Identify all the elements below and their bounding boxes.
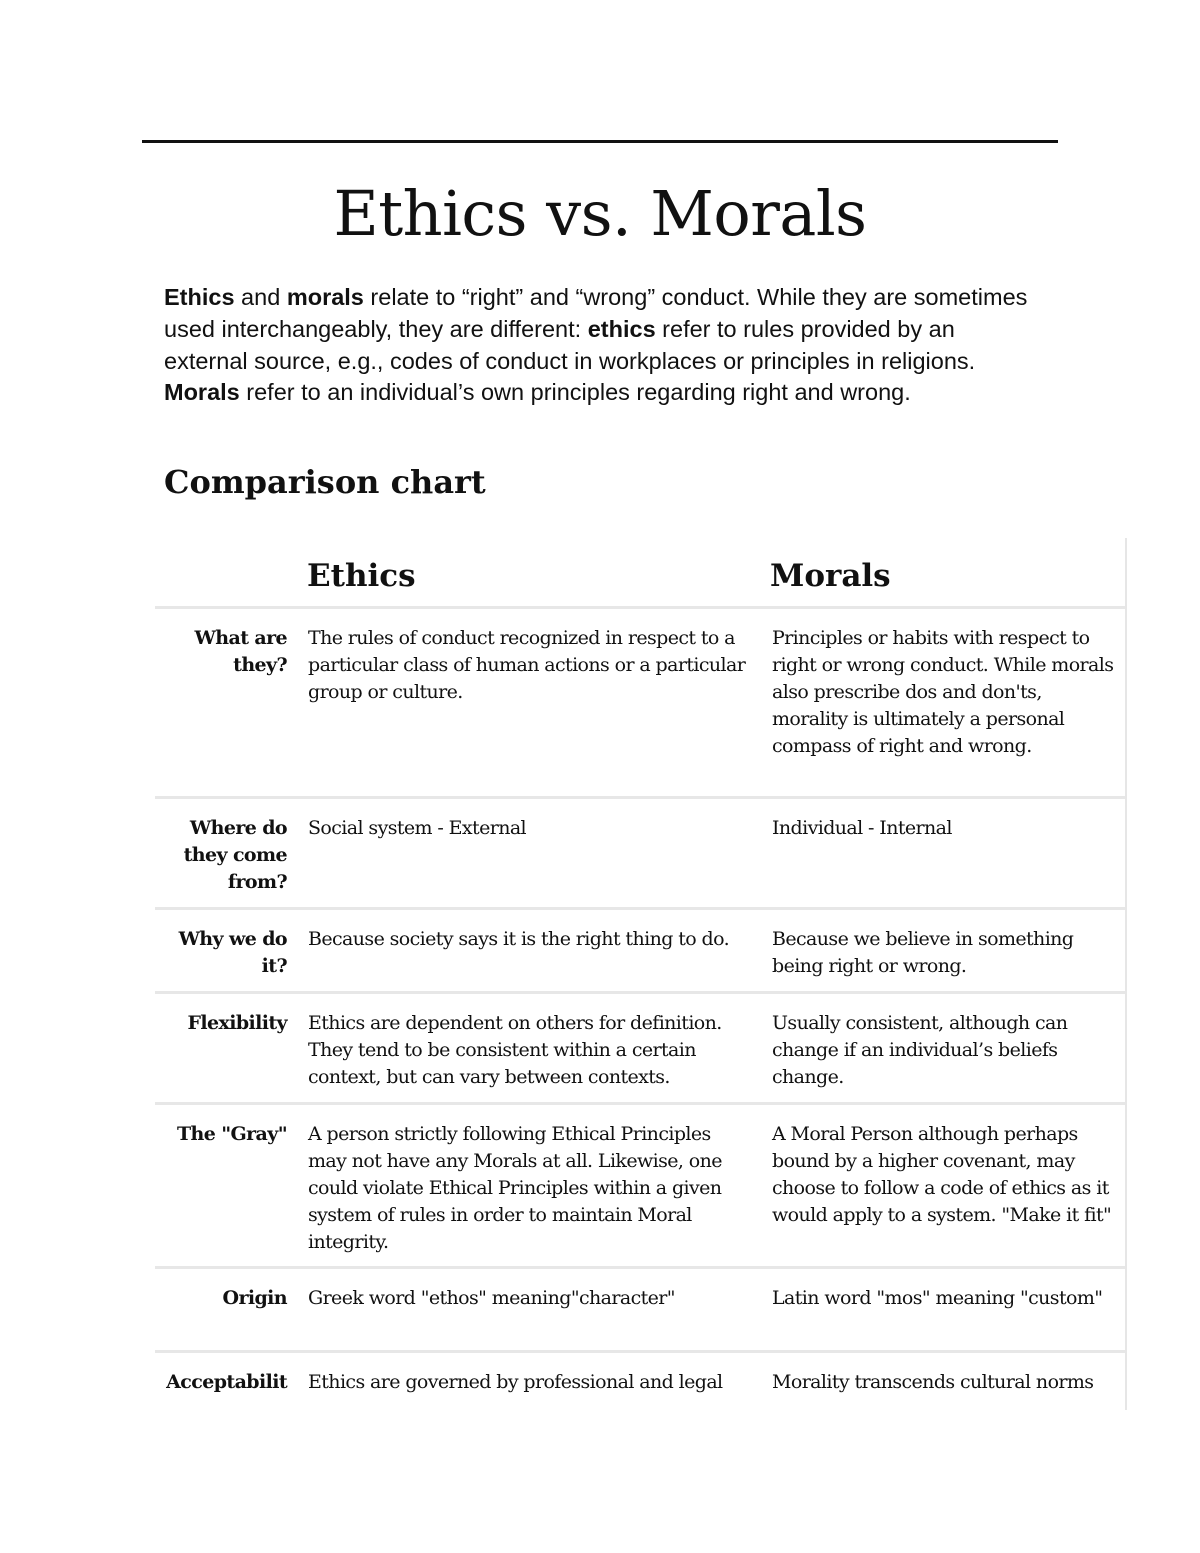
- table-row: [155, 991, 1125, 1102]
- ethics-cell: Ethics are dependent on others for definition. They tend to be consistent within a certain context, but can vary between contexts.: [308, 1012, 722, 1088]
- row-label: Acceptabilit: [166, 1371, 287, 1393]
- ethics-cell: Social system - External: [308, 817, 527, 839]
- morals-cell: A Moral Person although perhaps bound by a higher covenant, may choose to follow a code of ethics as it would apply to a system. "Make it fit": [772, 1123, 1112, 1226]
- intro-text-1: and: [234, 284, 287, 310]
- morals-cell: Individual - Internal: [772, 817, 952, 839]
- row-label: Origin: [222, 1287, 287, 1309]
- intro-bold-morals: morals: [286, 284, 364, 310]
- table-row: [155, 1102, 1125, 1266]
- row-label: What are they?: [194, 627, 287, 676]
- intro-bold-morals-2: Morals: [164, 379, 240, 406]
- table-row: [155, 796, 1125, 907]
- table-row: [155, 1266, 1125, 1350]
- ethics-cell: Because society says it is the right thing to do.: [308, 928, 730, 950]
- morals-cell: Morality transcends cultural norms: [772, 1371, 1094, 1393]
- intro-bold-ethics: Ethics: [164, 284, 235, 310]
- top-horizontal-rule: [142, 140, 1058, 143]
- intro-paragraph: [164, 282, 1044, 409]
- table-row: [155, 606, 1125, 796]
- row-label: Where do they come from?: [183, 817, 287, 893]
- morals-cell: Latin word "mos" meaning "custom": [772, 1287, 1103, 1309]
- comparison-table: [155, 538, 1127, 1410]
- comparison-heading: Comparison chart: [164, 463, 486, 501]
- column-header-ethics: Ethics: [307, 558, 416, 594]
- ethics-cell: Ethics are governed by professional and legal: [308, 1371, 723, 1393]
- ethics-cell: The rules of conduct recognized in respect to a particular class of human actions or a particular group or culture.: [308, 627, 746, 703]
- intro-text-4: refer to an individual’s own principles regarding right and wrong.: [239, 379, 911, 406]
- row-label: The "Gray": [176, 1123, 287, 1145]
- row-label: Flexibility: [187, 1012, 287, 1034]
- table-row: [155, 907, 1125, 991]
- table-row: [155, 1350, 1125, 1410]
- morals-cell: Principles or habits with respect to right or wrong conduct. While morals also prescribe dos and don'ts, morality is ultimately a personal compass of right and wrong.: [772, 627, 1114, 757]
- morals-cell: Usually consistent, although can change if an individual’s beliefs change.: [772, 1012, 1068, 1088]
- intro-text-2: relate to “right” and “wrong” conduct. While they are sometimes used interchangeably, they are different:: [164, 284, 1028, 342]
- ethics-cell: A person strictly following Ethical Principles may not have any Morals at all. Likewise, one could violate Ethical Principles within a given system of rules in order to maintain Moral integrity.: [308, 1123, 722, 1253]
- ethics-cell: Greek word "ethos" meaning"character": [308, 1287, 675, 1309]
- morals-cell: Because we believe in something being right or wrong.: [772, 928, 1074, 977]
- page-title: Ethics vs. Morals: [333, 177, 867, 250]
- column-header-morals: Morals: [770, 558, 891, 594]
- intro-bold-ethics-2: ethics: [587, 315, 656, 342]
- row-label: Why we do it?: [178, 928, 287, 977]
- intro-text-3: refer to rules provided by an external source, e.g., codes of conduct in workplaces or principles in religions.: [164, 315, 976, 374]
